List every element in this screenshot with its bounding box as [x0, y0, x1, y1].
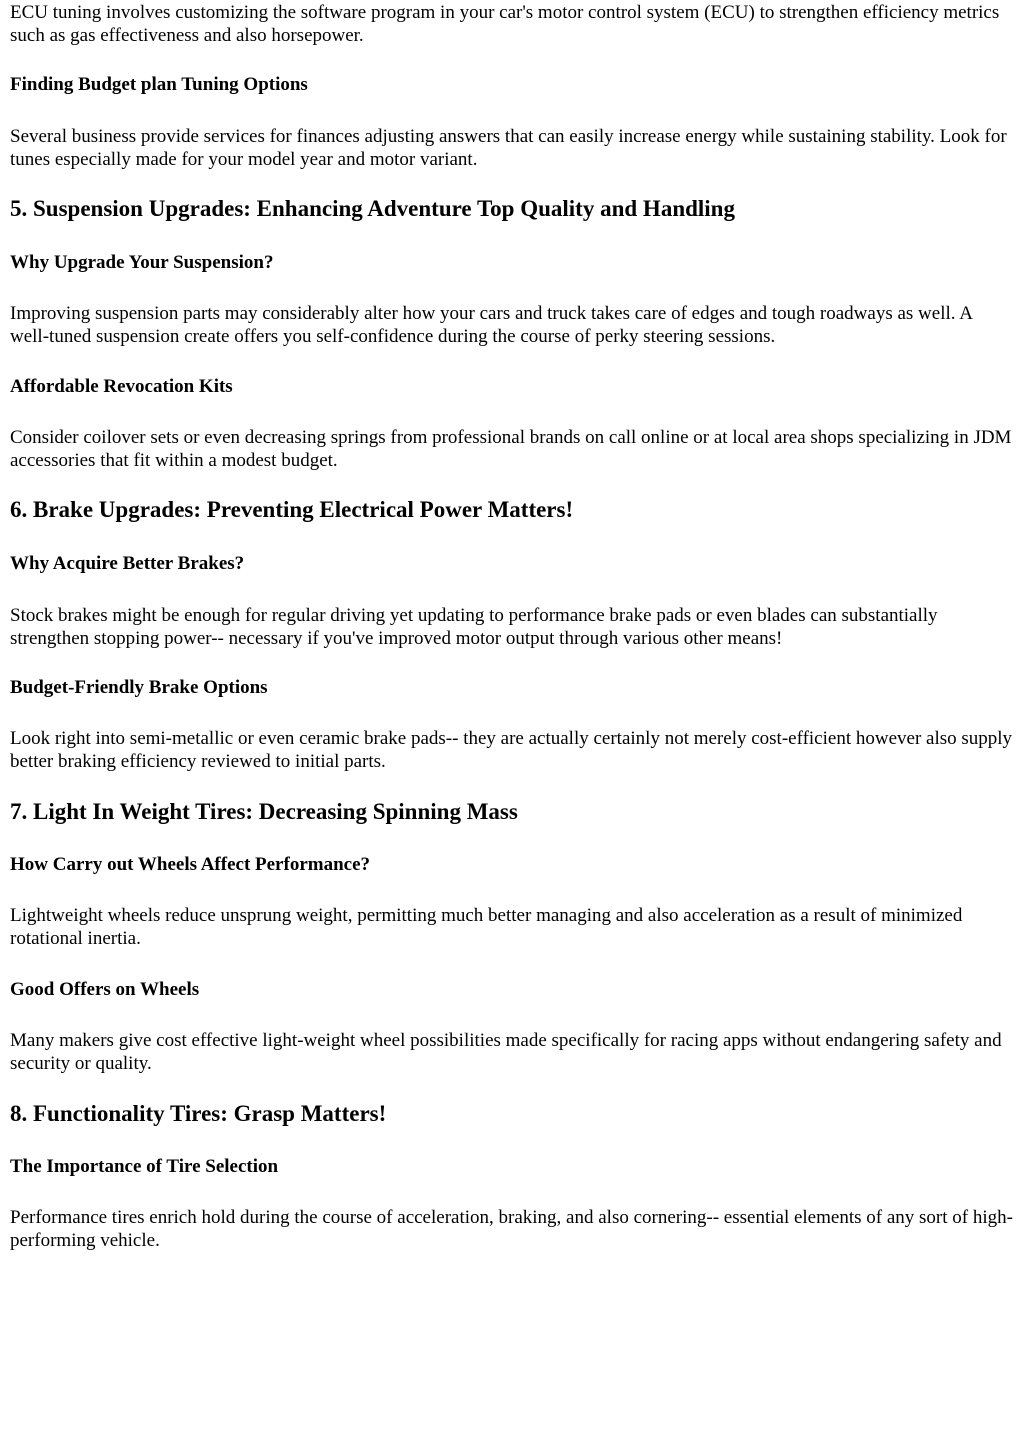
brake-section-heading: 6. Brake Upgrades: Preventing Electrical Power Matters!	[10, 497, 574, 522]
suspension-why-subheading: Why Upgrade Your Suspension?	[10, 252, 274, 273]
wheels-how-subheading: How Carry out Wheels Affect Performance?	[10, 854, 371, 875]
suspension-kits-paragraph: Consider coilover sets or even decreasing springs from professional brands on call online or at local area shops specializing in JDM accessories that fit within a modest budget.	[10, 427, 1012, 471]
suspension-section-heading: 5. Suspension Upgrades: Enhancing Adventure Top Quality and Handling	[10, 196, 735, 221]
wheels-how-paragraph: Lightweight wheels reduce unsprung weight, permitting much better managing and also acceleration as a result of minimized rotational inertia.	[10, 905, 963, 949]
wheels-section-heading: 7. Light In Weight Tires: Decreasing Spinning Mass	[10, 799, 518, 824]
budget-tuning-paragraph: Several business provide services for finances adjusting answers that can easily increase energy while sustaining stability. Look for tunes especially made for your model year and motor variant.	[10, 126, 1007, 170]
brake-options-paragraph: Look right into semi-metallic or even ceramic brake pads-- they are actually certainly not merely cost-efficient however also supply better braking efficiency reviewed to initial parts.	[10, 728, 1013, 772]
budget-tuning-subheading: Finding Budget plan Tuning Options	[10, 74, 308, 95]
tires-importance-subheading: The Importance of Tire Selection	[10, 1156, 279, 1177]
brake-options-subheading: Budget-Friendly Brake Options	[10, 677, 268, 698]
brake-why-paragraph: Stock brakes might be enough for regular driving yet updating to performance brake pads or even blades can substantially strengthen stopping power-- necessary if you've improved motor output through various other means!	[10, 605, 938, 649]
brake-why-subheading: Why Acquire Better Brakes?	[10, 553, 245, 574]
intro-paragraph: ECU tuning involves customizing the software program in your car's motor control system (ECU) to strengthen efficiency metrics such as gas effectiveness and also horsepower.	[10, 2, 1000, 46]
suspension-why-paragraph: Improving suspension parts may considerably alter how your cars and truck takes care of edges and tough roadways as well. A well-tuned suspension create offers you self-confidence during the course of perky steering sessions.	[10, 303, 972, 347]
suspension-kits-subheading: Affordable Revocation Kits	[10, 376, 233, 397]
tires-importance-paragraph: Performance tires enrich hold during the course of acceleration, braking, and also cornering-- essential elements of any sort of high-performing vehicle.	[10, 1207, 1013, 1251]
tires-section-heading: 8. Functionality Tires: Grasp Matters!	[10, 1101, 387, 1126]
wheels-offers-subheading: Good Offers on Wheels	[10, 979, 200, 1000]
wheels-offers-paragraph: Many makers give cost effective light-weight wheel possibilities made specifically for racing apps without endangering safety and security or quality.	[10, 1030, 1002, 1074]
